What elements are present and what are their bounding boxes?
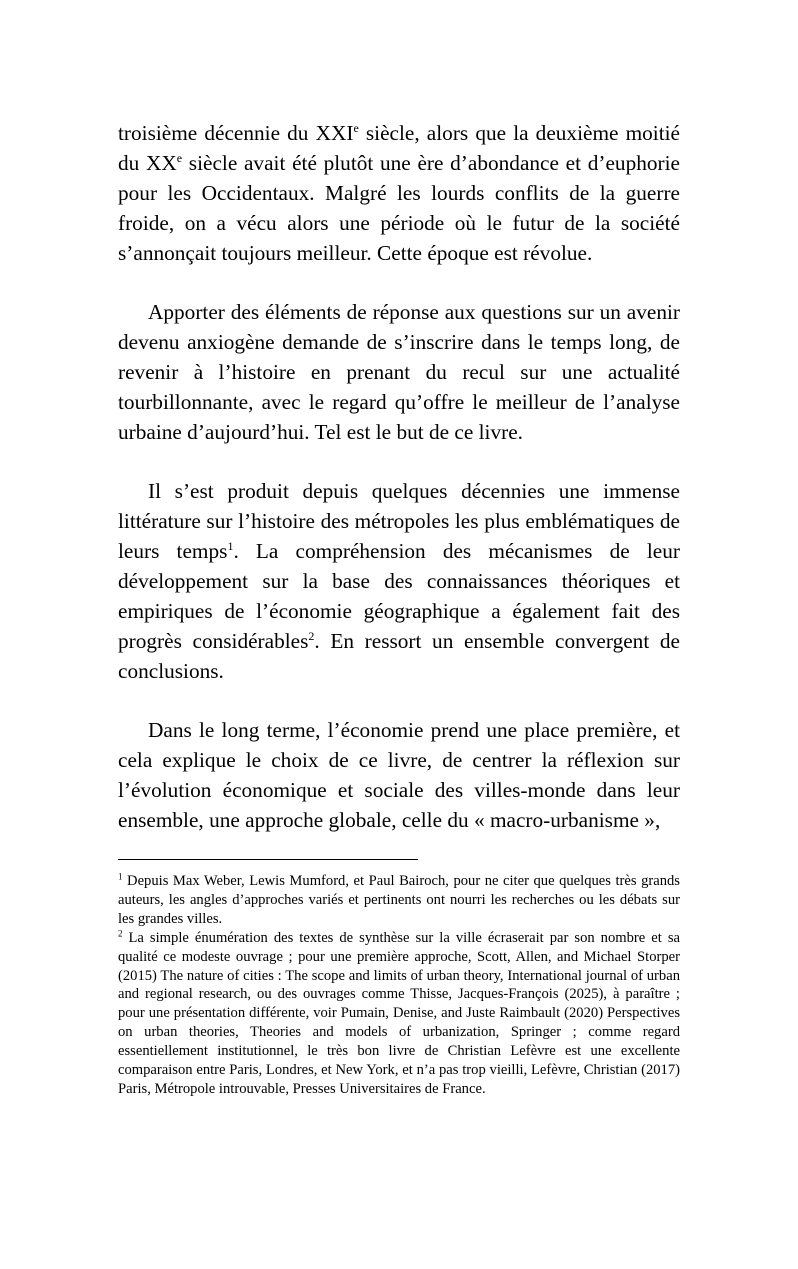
paragraph bbox=[118, 476, 680, 686]
footnote-reference[interactable]: 1 bbox=[227, 539, 234, 554]
footnote-text: La simple énumération des textes de synthèse sur la ville écraserait par son nombre et sa qualité ce modeste ouvrage ; pour une première approche, Scott, Allen, and Michael Storper (2015) The nature of cities : The scope and limits of urban theory, International journal of urban and regional research, ou des ouvrages comme Thisse, Jacques-François (2025), à paraître ; pour une présentation différente, voir Pumain, Denise, and Juste Raimbault (2020) Perspectives on urban theories, Theories and models of urbanization, Springer ; comme regard essentiellement institutionnel, le très bon livre de Christian Lefèvre est une excellente comparaison entre Paris, Londres, et New York, et n’a pas trop vieilli, Lefèvre, Christian (2017) Paris, Métropole introuvable, Presses Universitaires de France. bbox=[118, 929, 680, 1097]
paragraph-text: siècle, alors que la deuxième moitié du XX bbox=[118, 121, 681, 175]
superscript: e bbox=[176, 151, 183, 166]
paragraph-text: siècle avait été plutôt une ère d’abondance et d’euphorie pour les Occidentaux. Malgré les lourds conflits de la guerre froide, on a vécu alors une période où le futur de la société s’annonçait toujours meilleur. Cette époque est révolue. bbox=[118, 151, 680, 265]
paragraph-text: . La compréhension des mécanismes de leur développement sur la base des connaissances théoriques et empiriques de l’économie géographique a également fait des progrès considérables bbox=[118, 539, 680, 653]
paragraph-text: . En ressort un ensemble convergent de conclusions. bbox=[118, 629, 680, 683]
footnote-text: Depuis Max Weber, Lewis Mumford, et Paul Bairoch, pour ne citer que quelques très grands auteurs, les angles d’approches variés et pertinents ont nourri les recherches ou les débats sur les grandes villes. bbox=[118, 873, 680, 927]
footnote-separator bbox=[118, 859, 418, 860]
footnotes bbox=[118, 872, 680, 1099]
paragraph-text: Il s’est produit depuis quelques décennies une immense littérature sur l’histoire des métropoles les plus emblématiques de leurs temps bbox=[118, 479, 680, 563]
paragraph bbox=[118, 297, 680, 447]
paragraph-text: Apporter des éléments de réponse aux questions sur un avenir devenu anxiogène demande de s’inscrire dans le temps long, de revenir à l’histoire en prenant du recul sur une actualité tourbillonnante, avec le regard qu’offre le meilleur de l’analyse urbaine d’aujourd’hui. Tel est le but de ce livre. bbox=[118, 300, 680, 444]
paragraph bbox=[118, 118, 680, 268]
paragraph-text: Dans le long terme, l’économie prend une place première, et cela explique le choix de ce livre, de centrer la réflexion sur l’évolution économique et sociale des villes-monde dans leur ensemble, une approche globale, celle du « macro-urbanisme », bbox=[118, 718, 680, 832]
paragraph-text: troisième décennie du XXI bbox=[118, 121, 354, 145]
footnote bbox=[118, 872, 680, 929]
footnote-number: 1 bbox=[118, 871, 123, 882]
superscript: e bbox=[353, 121, 359, 136]
paragraph bbox=[118, 715, 680, 835]
body-text bbox=[118, 118, 680, 864]
footnote-number: 2 bbox=[118, 928, 123, 939]
footnote bbox=[118, 929, 680, 1099]
footnote-reference[interactable]: 2 bbox=[308, 629, 315, 644]
